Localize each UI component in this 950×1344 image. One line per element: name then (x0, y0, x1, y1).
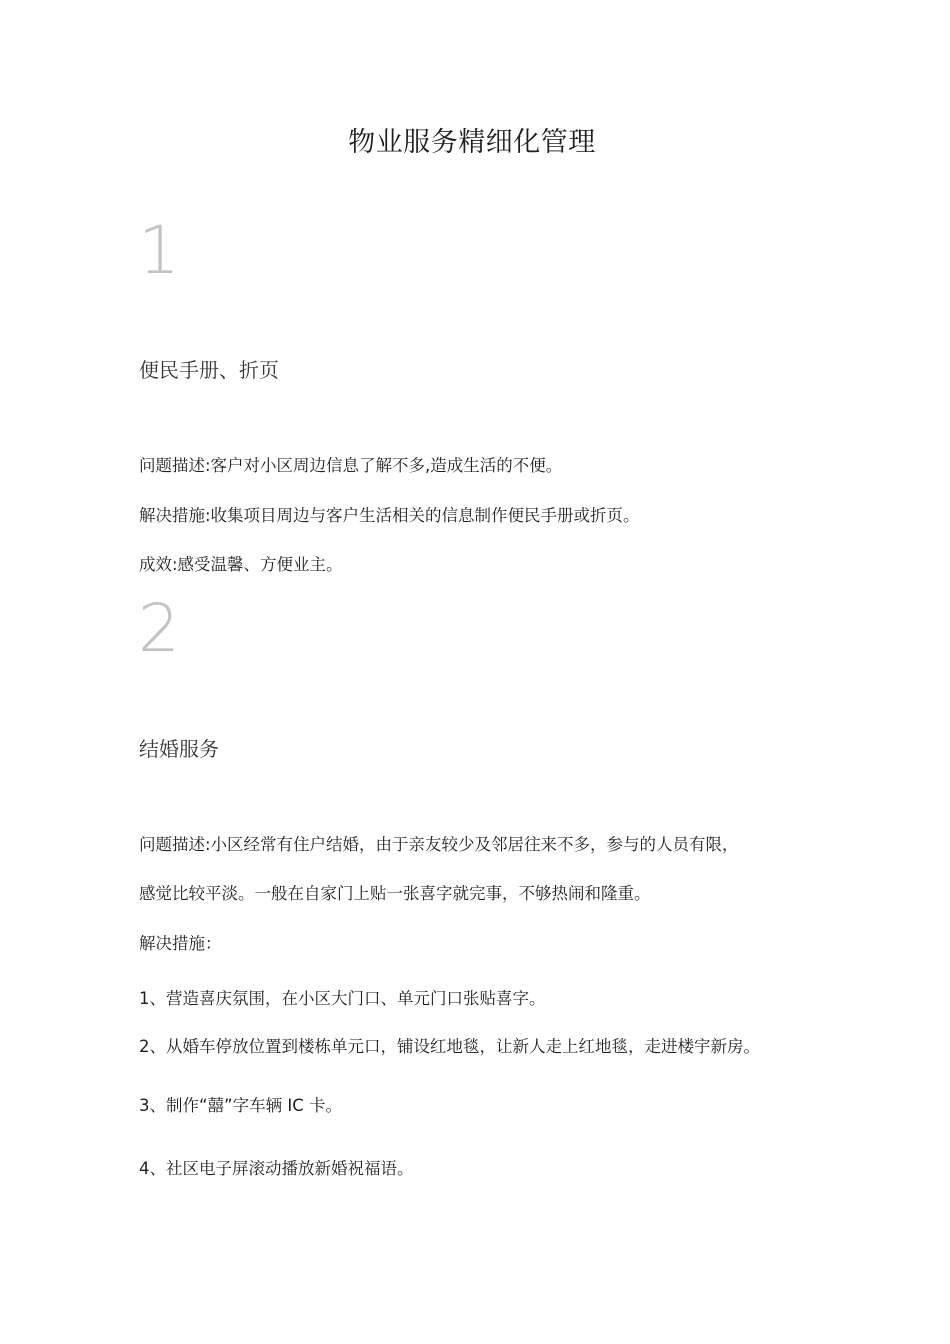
section1-problem: 问题描述:客户对小区周边信息了解不多,造成生活的不便。 (139, 456, 563, 475)
document-title: 物业服务精细化管理 (348, 127, 596, 158)
section-heading-1: 便民手册、折页 (139, 358, 279, 382)
section2-solution-label: 解决措施： (139, 934, 222, 953)
section-number-1: 1 (138, 212, 180, 289)
section1-solution: 解决措施:收集项目周边与客户生活相关的信息制作便民手册或折页。 (139, 506, 640, 525)
section1-effect: 成效:感受温馨、方便业主。 (139, 555, 343, 574)
section-heading-2: 结婚服务 (139, 737, 219, 761)
section2-problem-line2: 感觉比较平淡。一般在自家门上贴一张喜字就完事，不够热闹和隆重。 (139, 884, 651, 903)
measure-item-2: 2、从婚车停放位置到楼栋单元口，铺设红地毯，让新人走上红地毯，走进楼宇新房。 (139, 1037, 760, 1056)
measure-item-1: 1、营造喜庆氛围，在小区大门口、单元门口张贴喜字。 (139, 989, 546, 1008)
section2-problem-line1: 问题描述:小区经常有住户结婚，由于亲友较少及邻居往来不多，参与的人员有限， (139, 835, 739, 854)
measure-item-3: 3、制作“囍”字车辆 IC 卡。 (139, 1096, 342, 1115)
section-number-2: 2 (138, 590, 180, 667)
measure-item-4: 4、社区电子屏滚动播放新婚祝福语。 (139, 1159, 414, 1178)
